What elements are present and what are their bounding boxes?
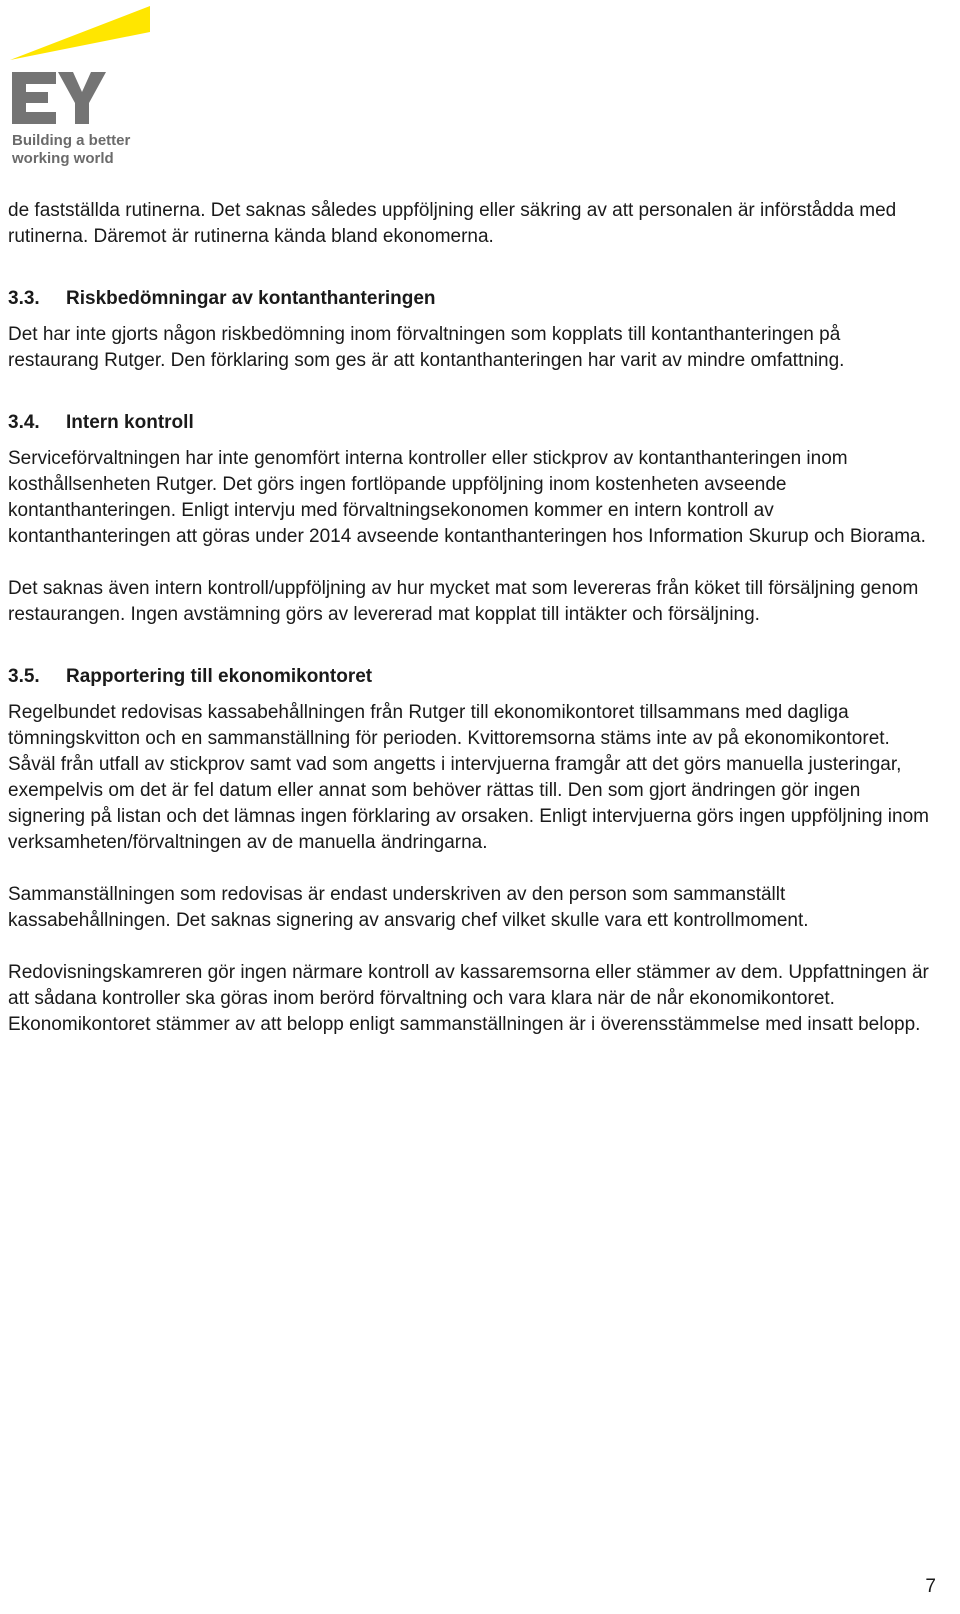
section-title: Intern kontroll <box>66 412 194 433</box>
document-body <box>8 198 936 1038</box>
section-3-5-paragraph-2: Sammanställningen som redovisas är endast underskriven av den person som sammanställt kassabehållningen. Det saknas signering av ansvarig chef vilket skulle vara ett kontrollmoment. <box>8 884 809 931</box>
ey-logo-tagline-line2: working world <box>12 150 114 167</box>
section-title: Riskbedömningar av kontanthanteringen <box>66 288 436 309</box>
section-title: Rapportering till ekonomikontoret <box>66 666 373 687</box>
section-number: 3.3. <box>8 288 40 309</box>
section-number: 3.5. <box>8 666 40 687</box>
section-3-4-paragraph-1: Serviceförvaltningen har inte genomfört interna kontroller eller stickprov av kontanthanteringen inom kosthållsenheten Rutger. Det görs ingen fortlöpande uppföljning inom kostenheten avseende kontanthanteringen. Enligt intervju med förvaltningsekonomen kommer en intern kontroll av kontanthanteringen att göras under 2014 avseende kontanthanteringen hos Information Skurup och Biorama. <box>8 448 926 547</box>
section-heading-3-4 <box>8 410 936 436</box>
ey-logo-mark <box>8 4 158 129</box>
section-3-5-paragraph-1: Regelbundet redovisas kassabehållningen från Rutger till ekonomikontoret tillsammans med dagliga tömningskvitton och en sammanställning för perioden. Kvittoremsorna stäms inte av på ekonomikontoret. Såväl från utfall av stickprov samt vad som angetts i intervjuerna framgår att det görs manuella justeringar, exempelvis om det är fel datum eller annat som behöver rättas till. Den som gjort ändringen gör ingen signering på listan och det lämnas ingen förklaring av orsaken. Enligt intervjuerna görs ingen uppföljning inom verksamheten/förvaltningen av de manuella ändringarna. <box>8 702 929 853</box>
ey-logo-letter-e <box>12 72 56 124</box>
section-3-3-paragraph-1: Det har inte gjorts någon riskbedömning inom förvaltningen som kopplats till kontanthanteringen på restaurang Rutger. Den förklaring som ges är att kontanthanteringen har varit av mindre omfattning. <box>8 324 845 371</box>
ey-logo <box>8 4 158 174</box>
ey-logo-beam <box>10 6 150 60</box>
page-number: 7 <box>925 1576 936 1597</box>
section-number: 3.4. <box>8 412 40 433</box>
ey-logo-tagline-line1: Building a better <box>12 132 131 149</box>
section-3-4-paragraph-2: Det saknas även intern kontroll/uppföljning av hur mycket mat som levereras från köket till försäljning genom restaurangen. Ingen avstämning görs av levererad mat kopplat till intäkter och försäljning. <box>8 578 919 625</box>
ey-logo-letter-y <box>58 72 106 124</box>
section-3-5-paragraph-3: Redovisningskamreren gör ingen närmare kontroll av kassaremsorna eller stämmer av dem. Uppfattningen är att sådana kontroller ska göras inom berörd förvaltning och vara klara när de når ekonomikontoret. Ekonomikontoret stämmer av att belopp enligt sammanställningen är i överensstämmelse med insatt belopp. <box>8 962 929 1035</box>
ey-logo-tagline <box>12 132 162 168</box>
section-heading-3-5 <box>8 664 936 690</box>
intro-paragraph: de fastställda rutinerna. Det saknas således uppföljning eller säkring av att personalen är införstådda med rutinerna. Däremot är rutinerna kända bland ekonomerna. <box>8 200 897 247</box>
section-heading-3-3 <box>8 286 936 312</box>
